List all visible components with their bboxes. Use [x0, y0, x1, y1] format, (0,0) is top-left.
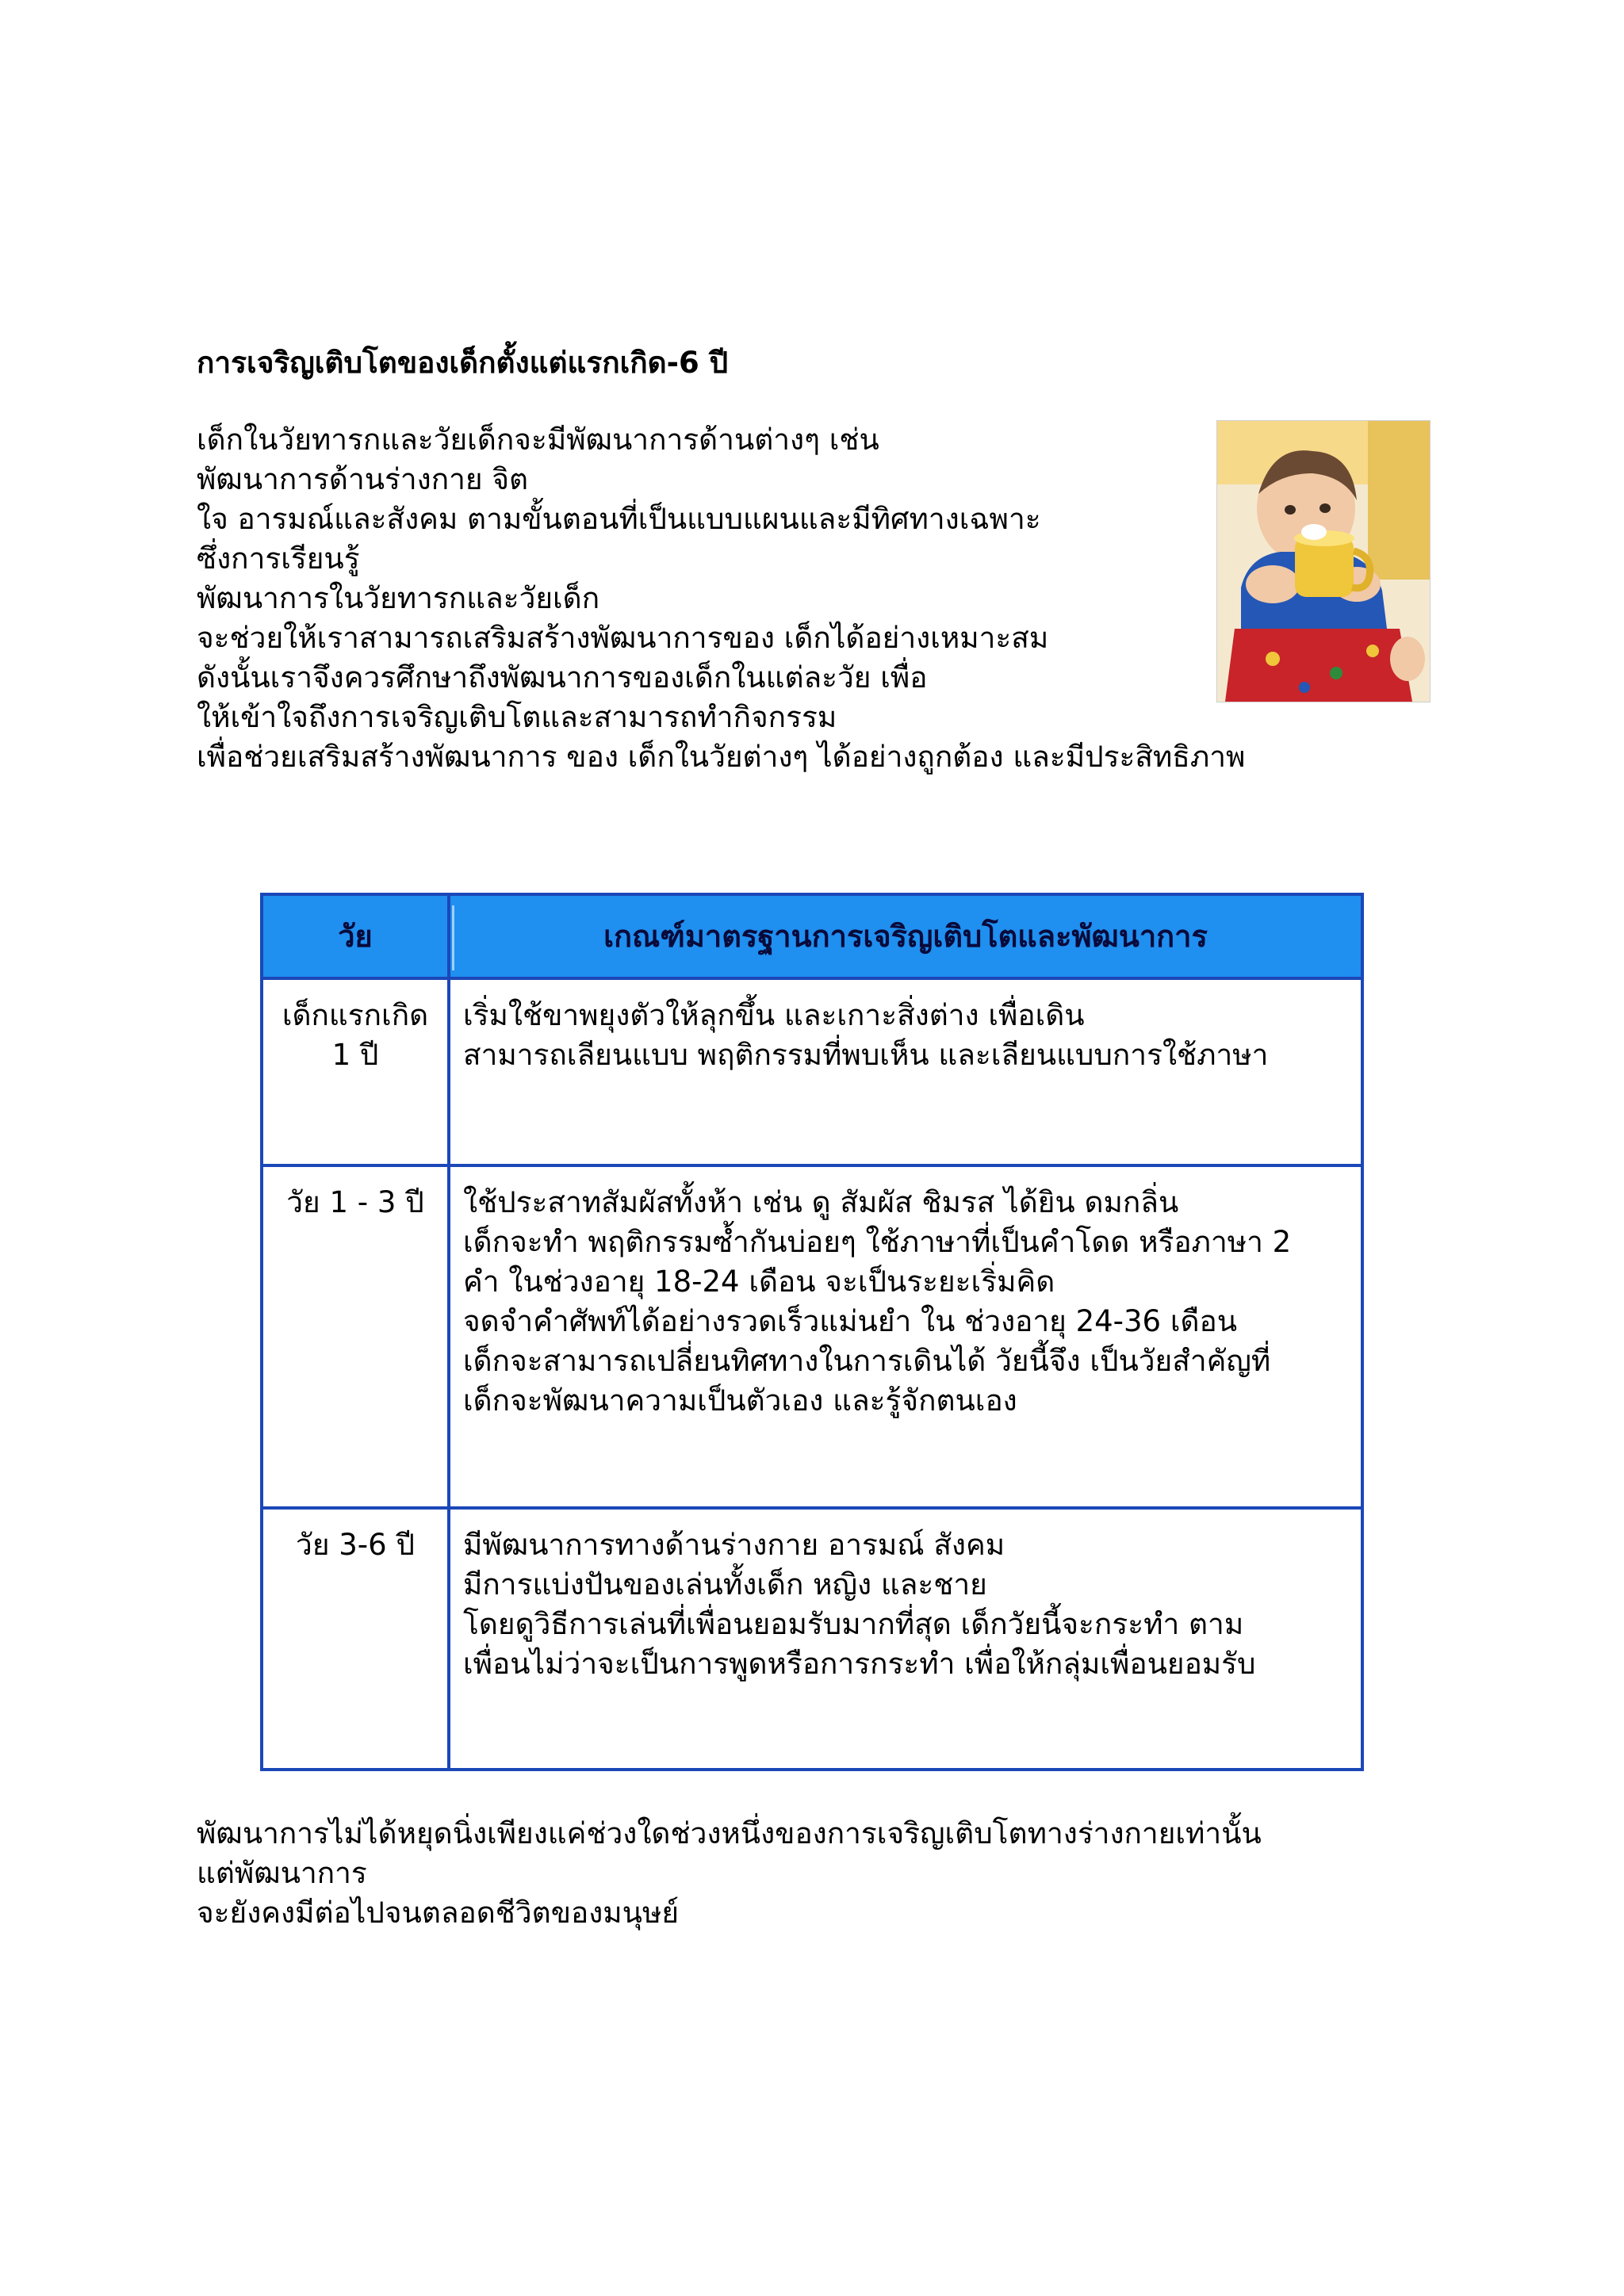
table-cell-criteria	[463, 1510, 1351, 1684]
criteria-line: มีการแบ่งปันของเล่นทั้งเด็ก หญิง และชาย	[463, 1567, 987, 1601]
table-header-age: วัย	[338, 919, 373, 954]
table-cell-age	[263, 1167, 447, 1223]
outro-line: จะยังคงมีต่อไปจนตลอดชีวิตของมนุษย์	[197, 1896, 680, 1930]
document-title: การเจริญเติบโตของเด็กตั้งแต่แรกเกิด-6 ปี	[197, 346, 729, 380]
growth-standards-table	[260, 893, 1364, 1771]
age-line: วัย 3-6 ปี	[296, 1528, 415, 1562]
criteria-line: เริ่มใช้ขาพยุงตัวให้ลุกขึ้น และเกาะสิ่งต่าง เพื่อเดิน	[463, 998, 1085, 1032]
outro-line: พัฒนาการไม่ได้หยุดนิ่งเพียงแค่ช่วงใดช่วงหนึ่งของการเจริญเติบโตทางร่างกายเท่านั้น	[197, 1816, 1262, 1850]
baby-photo	[1216, 420, 1431, 702]
table-row	[263, 980, 1361, 1164]
criteria-line: เด็กจะสามารถเปลี่ยนทิศทางในการเดินได้ วัยนี้จึง เป็นวัยสำคัญที่	[463, 1344, 1271, 1378]
intro-line: ดังนั้นเราจึงควรศึกษาถึงพัฒนาการของเด็กในแต่ละวัย เพื่อ	[197, 660, 928, 695]
intro-line: ให้เข้าใจถึงการเจริญเติบโตและสามารถทำกิจกรรม	[197, 700, 837, 734]
intro-line: จะช่วยให้เราสามารถเสริมสร้างพัฒนาการของ เด็กได้อย่างเหมาะสม	[197, 621, 1049, 655]
table-cell-age	[263, 980, 447, 1075]
criteria-line: ใช้ประสาทสัมผัสทั้งห้า เช่น ดู สัมผัส ชิมรส ได้ยิน ดมกลิ่น	[463, 1185, 1179, 1219]
intro-line: ใจ อารมณ์และสังคม ตามขั้นตอนที่เป็นแบบแผนและมีทิศทางเฉพาะ	[197, 502, 1041, 536]
table-header-row	[263, 896, 1361, 980]
table-cell-criteria	[463, 1167, 1351, 1421]
age-line: 1 ปี	[331, 1038, 379, 1072]
intro-paragraph	[197, 420, 1386, 777]
intro-line: ซึ่งการเรียนรู้	[197, 541, 360, 576]
criteria-line: โดยดูวิธีการเล่นที่เพื่อนยอมรับมากที่สุด เด็กวัยนี้จะกระทำ ตาม	[463, 1607, 1244, 1641]
criteria-line: เพื่อนไม่ว่าจะเป็นการพูดหรือการกระทำ เพื่อให้กลุ่มเพื่อนยอมรับ	[463, 1647, 1256, 1681]
table-header-criteria: เกณฑ์มาตรฐานการเจริญเติบโตและพัฒนาการ	[603, 919, 1208, 954]
intro-line: เด็กในวัยทารกและวัยเด็กจะมีพัฒนาการด้านต่างๆ เช่น	[197, 423, 879, 457]
criteria-line: มีพัฒนาการทางด้านร่างกาย อารมณ์ สังคม	[463, 1528, 1005, 1562]
criteria-line: จดจำคำศัพท์ได้อย่างรวดเร็วแม่นยำ ใน ช่วงอายุ 24-36 เดือน	[463, 1304, 1238, 1338]
intro-line: พัฒนาการด้านร่างกาย จิต	[197, 462, 529, 496]
table-row	[263, 1510, 1361, 1768]
table-cell-criteria	[463, 980, 1351, 1075]
table-row	[263, 1167, 1361, 1506]
header-divider	[452, 905, 454, 970]
age-line: วัย 1 - 3 ปี	[286, 1185, 424, 1219]
intro-line: พัฒนาการในวัยทารกและวัยเด็ก	[197, 581, 600, 615]
criteria-line: เด็กจะพัฒนาความเป็นตัวเอง และรู้จักตนเอง	[463, 1383, 1017, 1418]
intro-line: เพื่อช่วยเสริมสร้างพัฒนาการ ของ เด็กในวัยต่างๆ ได้อย่างถูกต้อง และมีประสิทธิภาพ	[197, 740, 1246, 774]
closing-paragraph	[197, 1814, 1465, 1933]
age-line: เด็กแรกเกิด	[282, 998, 429, 1032]
criteria-line: สามารถเลียนแบบ พฤติกรรมที่พบเห็น และเลียนแบบการใช้ภาษา	[463, 1038, 1269, 1072]
outro-line: แต่พัฒนาการ	[197, 1856, 367, 1890]
table-cell-age	[263, 1510, 447, 1565]
criteria-line: เด็กจะทำ พฤติกรรมซ้ำกันบ่อยๆ ใช้ภาษาที่เป็นคำโดด หรือภาษา 2	[463, 1225, 1292, 1259]
criteria-line: คำ ในช่วงอายุ 18-24 เดือน จะเป็นระยะเริ่มคิด	[463, 1265, 1055, 1299]
